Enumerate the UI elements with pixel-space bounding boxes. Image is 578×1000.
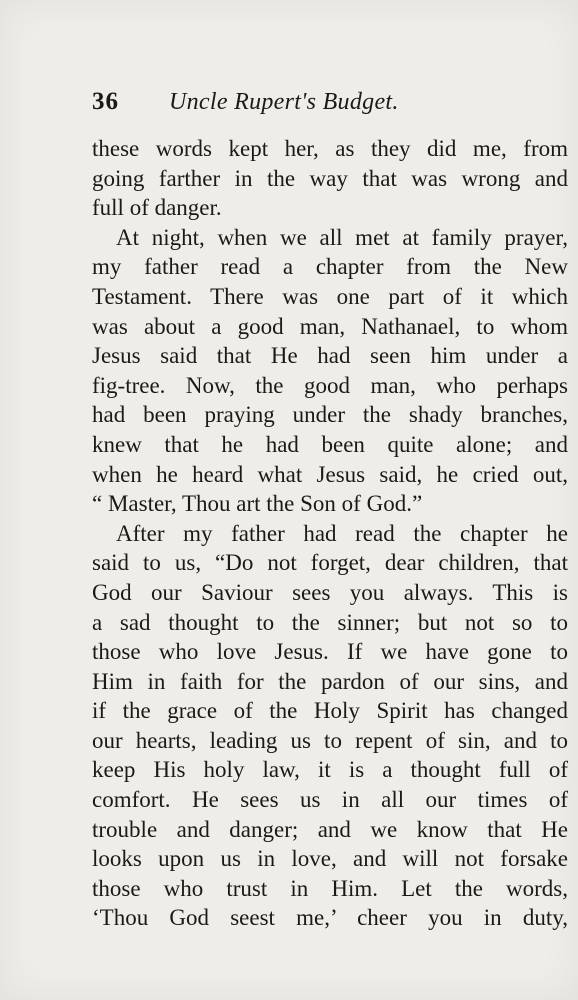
text-line: when he heard what Jesus said, he cried out, [92, 461, 568, 487]
text-line: At night, when we all met at family prayer, [116, 224, 568, 250]
text-line: keep His holy law, it is a thought full of [92, 757, 568, 783]
text-line: these words kept her, as they did me, from [92, 136, 568, 161]
body-text [92, 134, 568, 933]
text-line: comfort. He sees us in all our times of [92, 787, 568, 813]
text-line: trouble and danger; and we know that He [92, 816, 568, 842]
text-line: my father read a chapter from the New [92, 254, 568, 280]
text-line: said to us, “Do not forget, dear children, that [92, 550, 568, 576]
text-line: those who love Jesus. If we have gone to [92, 639, 568, 665]
page-header [92, 88, 482, 122]
page-number: 36 [92, 88, 119, 115]
text-line: fig-tree. Now, the good man, who perhaps [92, 372, 568, 398]
text-line: those who trust in Him. Let the words, [92, 875, 568, 901]
text-line: a sad thought to the sinner; but not so to [92, 609, 568, 635]
text-line: God our Saviour sees you always. This is [92, 579, 568, 605]
text-line: had been praying under the shady branches, [92, 402, 568, 428]
text-line: our hearts, leading us to repent of sin, and to [92, 727, 568, 753]
text-line: looks upon us in love, and will not forsake [92, 846, 568, 872]
text-line: full of danger. [92, 195, 222, 221]
running-title: Uncle Rupert's Budget. [169, 89, 399, 115]
text-line: if the grace of the Holy Spirit has changed [92, 698, 568, 724]
text-line: ‘Thou God seest me,’ cheer you in duty, [92, 905, 568, 931]
text-line: “ Master, Thou art the Son of God.” [92, 491, 423, 517]
text-line: was about a good man, Nathanael, to whom [92, 313, 568, 339]
text-line: Jesus said that He had seen him under a [92, 343, 568, 369]
text-line: knew that he had been quite alone; and [92, 431, 568, 457]
text-line: Testament. There was one part of it which [92, 283, 568, 309]
text-line: After my father had read the chapter he [116, 520, 568, 546]
text-line: going farther in the way that was wrong and [92, 165, 568, 191]
text-line: Him in faith for the pardon of our sins, and [92, 668, 568, 694]
